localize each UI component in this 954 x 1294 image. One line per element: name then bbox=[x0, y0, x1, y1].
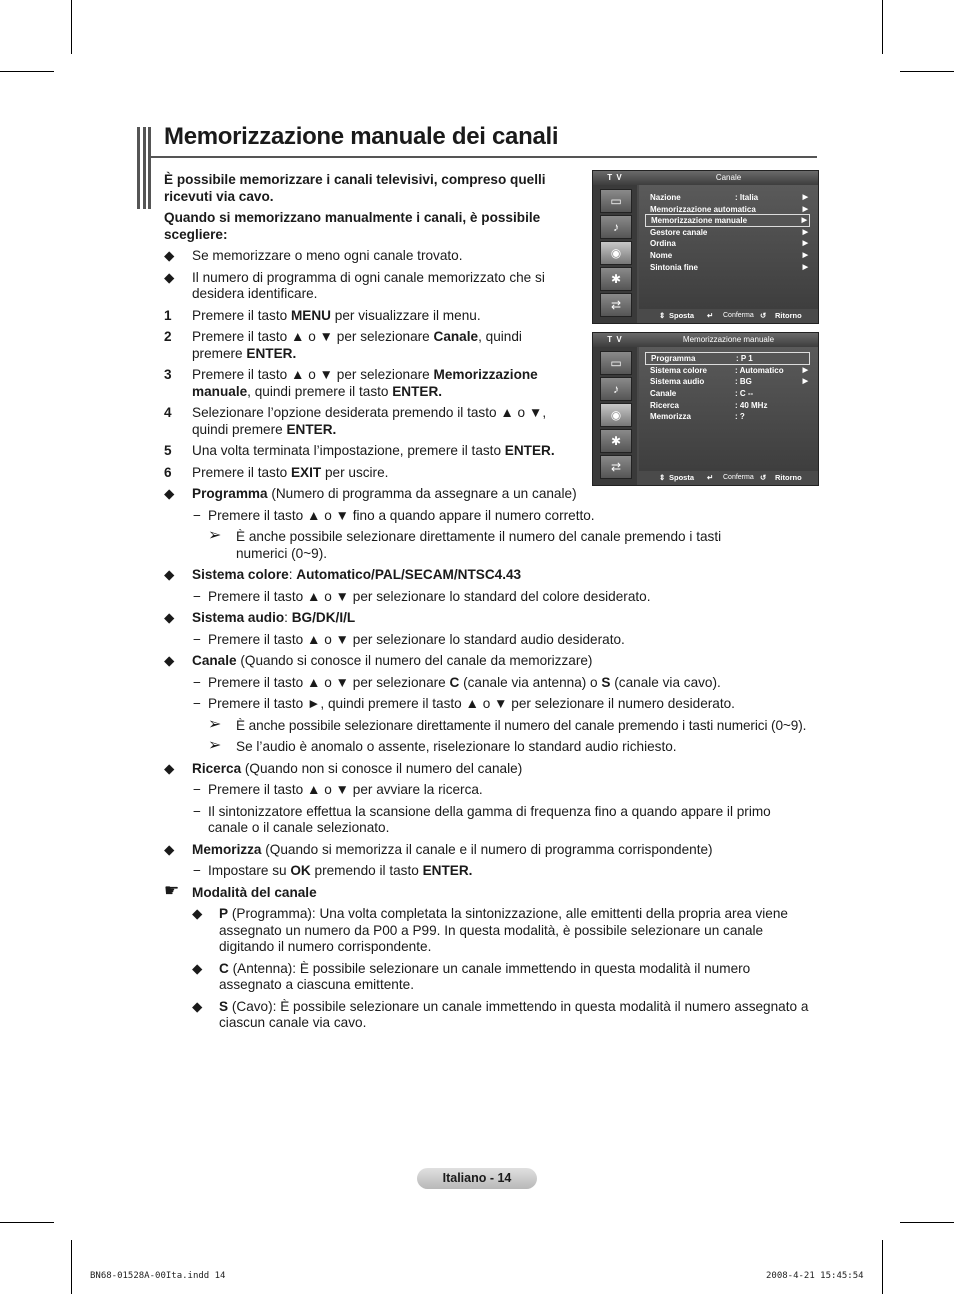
osd-item: Nome ▶ bbox=[650, 251, 808, 260]
osd-item: Memorizzazione automatica ▶ bbox=[650, 205, 808, 214]
osd-channel-menu bbox=[592, 170, 819, 324]
diamond-icon: ◆ bbox=[164, 760, 175, 776]
diamond-icon: ◆ bbox=[164, 269, 175, 285]
osd-item-selected: Memorizzazione manuale ▶ bbox=[645, 214, 810, 227]
osd-item-selected: Programma : P 1 bbox=[645, 352, 810, 365]
list-item: ◆ P (Programma): Una volta completata la sintonizzazione, alle emittenti della propria area viene assegnato un numero da P00 a P99. In questa modalità, è possibile selezionare un canale digitando il numero corrispondente. bbox=[192, 906, 788, 954]
move-icon: ⇕ bbox=[659, 311, 666, 320]
osd-heading: Canale bbox=[715, 173, 742, 182]
list-item: ◆ Memorizza (Quando si memorizza il canale e il numero di programma corrispondente) bbox=[164, 841, 713, 857]
osd-menu-list bbox=[639, 185, 818, 309]
channel-icon: ◉ bbox=[600, 403, 632, 427]
osd-item: Canale : C -- bbox=[650, 389, 754, 398]
osd-item: Gestore canale ▶ bbox=[650, 228, 808, 237]
diamond-icon: ◆ bbox=[164, 841, 175, 857]
list-item: − Premere il tasto ▲ o ▼ per selezionare C (canale via antenna) o S (canale via cavo). bbox=[193, 674, 721, 690]
page-number: Italiano - 14 bbox=[417, 1168, 537, 1189]
step-2: 2 Premere il tasto ▲ o ▼ per selezionare Canale, quindi premere ENTER. bbox=[164, 329, 522, 361]
arrow-icon: ➢ bbox=[208, 715, 222, 733]
list-item: ◆ Ricerca (Quando non si conosce il numero del canale) bbox=[164, 760, 523, 776]
step-3: 3 Premere il tasto ▲ o ▼ per selezionare Memorizzazione manuale, quindi premere il tasto ENTER. bbox=[164, 367, 538, 399]
list-item: − Premere il tasto ▲ o ▼ fino a quando appare il numero corretto. bbox=[193, 507, 595, 523]
setup-icon: ✱ bbox=[600, 267, 632, 291]
osd-tv-label: T V bbox=[607, 335, 623, 344]
intro-1: È possibile memorizzare i canali televisivi, compreso quelli ricevuti via cavo. bbox=[164, 172, 546, 204]
list-item: − Premere il tasto ▲ o ▼ per selezionare lo standard audio desiderato. bbox=[193, 631, 625, 647]
diamond-icon: ◆ bbox=[164, 486, 175, 501]
enter-icon: ↵ bbox=[707, 473, 714, 482]
list-item: ◆ Sistema audio: BG/DK/I/L bbox=[164, 610, 356, 625]
osd-manual-store-menu bbox=[592, 332, 819, 486]
osd-enter-label: Conferma bbox=[723, 474, 754, 481]
osd-item: Ordina ▶ bbox=[650, 239, 808, 248]
imprint-date: 2008-4-21 15:45:54 bbox=[766, 1271, 864, 1281]
arrow-icon: ➢ bbox=[208, 527, 222, 544]
sound-icon: ♪ bbox=[600, 377, 632, 401]
osd-footer bbox=[639, 471, 818, 485]
diamond-icon: ◆ bbox=[192, 960, 203, 976]
osd-move-label: Sposta bbox=[669, 311, 695, 320]
channel-icon: ◉ bbox=[600, 241, 632, 265]
diamond-icon: ◆ bbox=[164, 567, 175, 582]
list-item: − Premere il tasto ▲ o ▼ per selezionare lo standard del colore desiderato. bbox=[193, 588, 651, 604]
osd-item: Nazione : Italia ▶ bbox=[650, 193, 808, 202]
input-icon: ⇄ bbox=[600, 455, 632, 479]
input-icon: ⇄ bbox=[600, 293, 632, 317]
crop-mark bbox=[71, 1240, 72, 1294]
diamond-icon: ◆ bbox=[192, 998, 203, 1014]
note: ➢ È anche possibile selezionare direttamente il numero del canale premendo i tasti numerici (0~9). bbox=[208, 715, 807, 733]
return-icon: ↺ bbox=[760, 473, 767, 482]
list-item: ◆ Sistema colore: Automatico/PAL/SECAM/NTSC4.43 bbox=[164, 567, 522, 582]
osd-item: Sistema colore : Automatico ▶ bbox=[650, 366, 808, 375]
enter-icon: ↵ bbox=[707, 311, 714, 320]
osd-tv-label: T V bbox=[607, 173, 623, 182]
move-icon: ⇕ bbox=[659, 473, 666, 482]
note: ➢ È anche possibile selezionare direttamente il numero del canale premendo i tasti numerici (0~9). bbox=[208, 527, 722, 561]
osd-return-label: Ritorno bbox=[775, 311, 802, 320]
title-decoration bbox=[137, 127, 151, 209]
intro-2: Quando si memorizzano manualmente i canali, è possibile scegliere: bbox=[164, 210, 541, 242]
osd-item: Memorizza : ? bbox=[650, 412, 745, 421]
picture-icon: ▭ bbox=[600, 351, 632, 375]
list-item: ◆ S (Cavo): È possibile selezionare un canale immettendo in questa modalità il numero assegnato a ciascun canale via cavo. bbox=[192, 998, 809, 1030]
crop-mark bbox=[71, 0, 72, 54]
list-item: ◆ Il numero di programma di ogni canale memorizzato che si desidera identificare. bbox=[164, 269, 545, 301]
mode-heading: ☛ Modalità del canale bbox=[164, 880, 317, 900]
step-5: 5 Una volta terminata l’impostazione, premere il tasto ENTER. bbox=[164, 443, 555, 458]
arrow-icon: ➢ bbox=[208, 737, 222, 754]
step-4: 4 Selezionare l’opzione desiderata premendo il tasto ▲ o ▼, quindi premere ENTER. bbox=[164, 405, 547, 437]
hand-icon: ☛ bbox=[164, 880, 180, 900]
diamond-icon: ◆ bbox=[164, 610, 175, 625]
list-item: ◆ Canale (Quando si conosce il numero del canale da memorizzare) bbox=[164, 653, 593, 668]
step-1: 1 Premere il tasto MENU per visualizzare il menu. bbox=[164, 307, 481, 323]
list-item: ◆ Se memorizzare o meno ogni canale trovato. bbox=[164, 248, 463, 263]
imprint-file: BN68-01528A-00Ita.indd 14 bbox=[90, 1271, 226, 1281]
crop-mark bbox=[900, 1222, 954, 1223]
osd-item: Sistema audio : BG ▶ bbox=[650, 377, 808, 386]
osd-sidebar bbox=[593, 185, 637, 323]
page-title: Memorizzazione manuale dei canali bbox=[164, 123, 559, 150]
note: ➢ Se l’audio è anomalo o assente, riselezionare lo standard audio richiesto. bbox=[208, 737, 677, 754]
diamond-icon: ◆ bbox=[192, 906, 203, 921]
osd-heading: Memorizzazione manuale bbox=[682, 335, 775, 344]
crop-mark bbox=[882, 1240, 883, 1294]
crop-mark bbox=[0, 1222, 54, 1223]
list-item: − Il sintonizzatore effettua la scansione della gamma di frequenza fino a quando appare il primo canale o il canale selezionato. bbox=[193, 803, 771, 835]
list-item: ◆ C (Antenna): È possibile selezionare un canale immettendo in questa modalità il numero assegnato a ciascuna emittente. bbox=[192, 960, 751, 992]
list-item: − Premere il tasto ►, quindi premere il tasto ▲ o ▼ per selezionare il numero desiderato. bbox=[193, 696, 735, 711]
step-6: 6 Premere il tasto EXIT per uscire. bbox=[164, 464, 389, 480]
osd-item: Sintonia fine ▶ bbox=[650, 263, 808, 272]
picture-icon: ▭ bbox=[600, 189, 632, 213]
list-item: ◆ Programma (Numero di programma da assegnare a un canale) bbox=[164, 486, 577, 501]
setup-icon: ✱ bbox=[600, 429, 632, 453]
osd-enter-label: Conferma bbox=[723, 312, 754, 319]
osd-move-label: Sposta bbox=[669, 473, 695, 482]
title-rule bbox=[150, 156, 817, 158]
osd-return-label: Ritorno bbox=[775, 473, 802, 482]
osd-sidebar bbox=[593, 347, 637, 485]
osd-footer bbox=[639, 309, 818, 323]
return-icon: ↺ bbox=[760, 311, 767, 320]
osd-item: Ricerca : 40 MHz bbox=[650, 401, 768, 410]
osd-menu-list bbox=[639, 347, 818, 471]
crop-mark bbox=[900, 71, 954, 72]
list-item: − Impostare su OK premendo il tasto ENTER. bbox=[193, 863, 473, 878]
diamond-icon: ◆ bbox=[164, 248, 175, 263]
list-item: − Premere il tasto ▲ o ▼ per avviare la ricerca. bbox=[193, 782, 483, 797]
crop-mark bbox=[882, 0, 883, 54]
sound-icon: ♪ bbox=[600, 215, 632, 239]
diamond-icon: ◆ bbox=[164, 653, 175, 668]
crop-mark bbox=[0, 71, 54, 72]
